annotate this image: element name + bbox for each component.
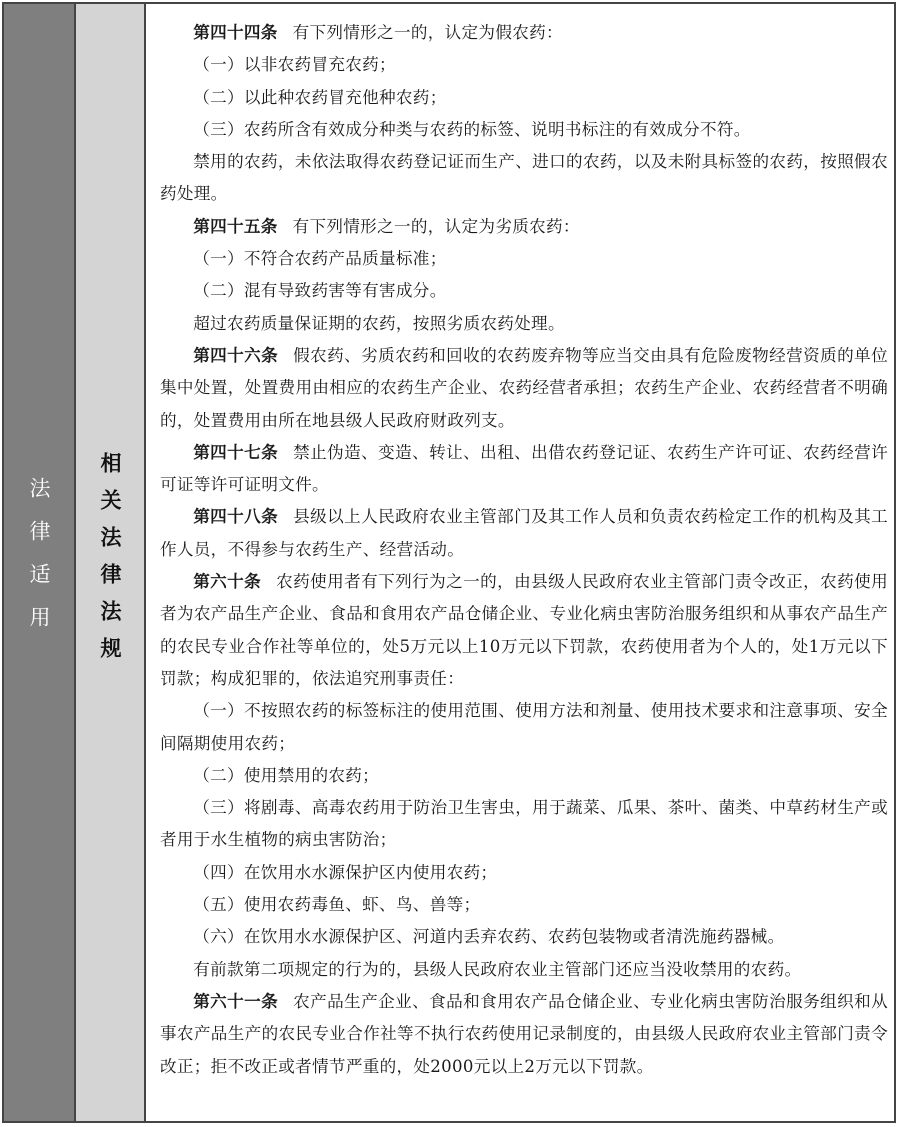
law-paragraph [160, 921, 888, 953]
law-paragraph [160, 243, 888, 275]
paragraph-text: （五）使用农药毒鱼、虾、鸟、兽等； [193, 895, 481, 915]
category-cell [4, 4, 76, 1121]
paragraph-text: 禁用的农药，未依法取得农药登记证而生产、进口的农药，以及未附具标签的农药，按照假农药处理。 [160, 152, 888, 204]
law-paragraph [160, 986, 888, 1083]
law-paragraph [160, 275, 888, 307]
paragraph-text: （一）以非农药冒充农药； [193, 55, 396, 75]
law-paragraph [160, 437, 888, 502]
law-paragraph [160, 114, 888, 146]
paragraph-text: 农产品生产企业、食品和食用农产品仓储企业、专业化病虫害防治服务组织和从事农产品生产的农民专业合作社等不执行农药使用记录制度的，由县级人民政府农业主管部门责令改正；拒不改正或者情节严重的，处2000元以上2万元以下罚款。 [160, 991, 888, 1076]
paragraph-text: （二）混有导致药害等有害成分。 [193, 281, 447, 301]
paragraph-text: （一）不符合农药产品质量标准； [193, 249, 447, 269]
paragraph-text: 农药使用者有下列行为之一的，由县级人民政府农业主管部门责令改正，农药使用者为农产品生产企业、食品和食用农产品仓储企业、专业化病虫害防治服务组织和从事农产品生产的农民专业合作社等单位的，处5万元以上10万元以下罚款，农药使用者为个人的，处1万元以下罚款；构成犯罪的，依法追究刑事责任： [160, 572, 888, 688]
paragraph-text: （二）以此种农药冒充他种农药； [193, 87, 447, 107]
paragraph-text: 超过农药质量保证期的农药，按照劣质农药处理。 [193, 313, 565, 333]
paragraph-text: 县级以上人民政府农业主管部门及其工作人员和负责农药检定工作的机构及其工作人员，不得参与农药生产、经营活动。 [160, 507, 888, 559]
paragraph-text: 有前款第二项规定的行为的，县级人民政府农业主管部门还应当没收禁用的农药。 [193, 959, 802, 979]
paragraph-text: （六）在饮用水水源保护区、河道内丢弃农药、农药包装物或者清洗施药器械。 [193, 927, 785, 947]
law-paragraph [160, 211, 888, 243]
subcategory-label: 相关法律法规 [98, 451, 122, 674]
article-number: 第四十五条 [193, 216, 278, 236]
subcategory-cell [76, 4, 146, 1121]
law-paragraph [160, 17, 888, 49]
law-content [146, 4, 894, 1121]
article-number: 第六十条 [193, 572, 262, 592]
law-paragraph [160, 49, 888, 81]
law-paragraph [160, 760, 888, 792]
law-paragraph [160, 889, 888, 921]
law-paragraph [160, 340, 888, 437]
category-label: 法律适用 [27, 476, 51, 649]
article-number: 第四十八条 [193, 507, 279, 527]
law-paragraph [160, 695, 888, 760]
law-paragraph [160, 82, 888, 114]
paragraph-text: （三）农药所含有效成分种类与农药的标签、说明书标注的有效成分不符。 [193, 119, 751, 139]
law-paragraph [160, 857, 888, 889]
paragraph-text: 有下列情形之一的，认定为劣质农药： [292, 216, 580, 236]
paragraph-text: （一）不按照农药的标签标注的使用范围、使用方法和剂量、使用技术要求和注意事项、安全间隔期使用农药； [160, 701, 888, 753]
article-number: 第四十七条 [193, 442, 279, 462]
article-number: 第六十一条 [193, 991, 279, 1011]
law-paragraph [160, 566, 888, 695]
article-number: 第四十六条 [193, 345, 279, 365]
paragraph-text: （二）使用禁用的农药； [193, 765, 380, 785]
law-paragraph [160, 501, 888, 566]
law-table [2, 2, 896, 1123]
law-paragraph [160, 954, 888, 986]
article-number: 第四十四条 [193, 23, 278, 42]
paragraph-text: 有下列情形之一的，认定为假农药： [292, 23, 563, 42]
law-paragraph [160, 308, 888, 340]
law-paragraph [160, 146, 888, 211]
paragraph-text: （三）将剧毒、高毒农药用于防治卫生害虫，用于蔬菜、瓜果、茶叶、菌类、中草药材生产或者用于水生植物的病虫害防治； [160, 798, 888, 850]
law-paragraph [160, 792, 888, 857]
paragraph-text: 假农药、劣质农药和回收的农药废弃物等应当交由具有危险废物经营资质的单位集中处置，处置费用由相应的农药生产企业、农药经营者承担；农药生产企业、农药经营者不明确的，处置费用由所在地县级人民政府财政列支。 [160, 345, 888, 430]
paragraph-text: 禁止伪造、变造、转让、出租、出借农药登记证、农药生产许可证、农药经营许可证等许可证明文件。 [160, 442, 888, 495]
paragraph-text: （四）在饮用水水源保护区内使用农药； [193, 862, 498, 882]
